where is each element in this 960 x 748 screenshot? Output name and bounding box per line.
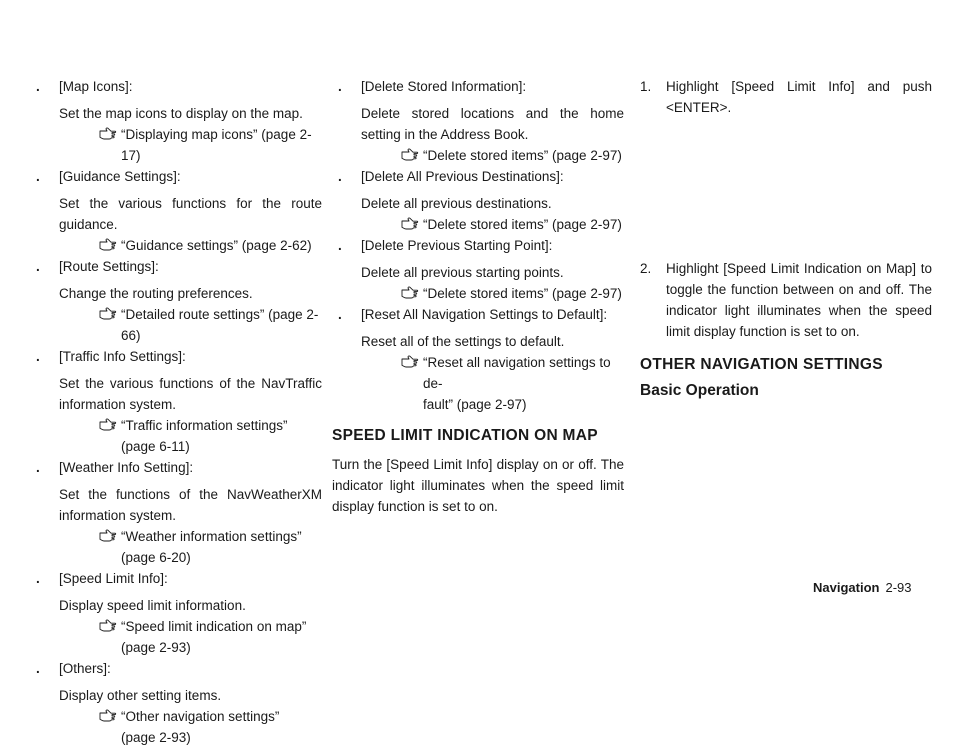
pointing-hand-icon bbox=[99, 709, 117, 722]
bullet: . bbox=[36, 169, 40, 184]
list-item bbox=[332, 76, 624, 166]
bullet: . bbox=[338, 79, 342, 94]
bullet: . bbox=[338, 307, 342, 322]
reference-title: “Other navigation settings” bbox=[121, 709, 280, 724]
reference-page: (page 6-20) bbox=[121, 550, 191, 565]
reference-page: (page 2-93) bbox=[121, 640, 191, 655]
section-heading: OTHER NAVIGATION SETTINGS bbox=[640, 356, 883, 373]
item-label: [Speed Limit Info]: bbox=[59, 571, 168, 586]
list-item bbox=[30, 457, 322, 568]
item-label: [Weather Info Setting]: bbox=[59, 460, 194, 475]
pointing-hand-icon bbox=[99, 418, 117, 431]
item-label: [Guidance Settings]: bbox=[59, 169, 181, 184]
list-item bbox=[30, 568, 322, 658]
bullet: . bbox=[36, 259, 40, 274]
column-middle bbox=[332, 76, 624, 517]
cross-reference bbox=[361, 145, 624, 166]
cross-reference bbox=[59, 235, 322, 256]
reference-title: “Delete stored items” (page 2-97) bbox=[423, 217, 622, 232]
bullet: . bbox=[36, 460, 40, 475]
footer-page-number: 2-93 bbox=[885, 580, 912, 595]
bullet: . bbox=[36, 349, 40, 364]
step-text: Highlight [Speed Limit Info] and push <ENTER>. bbox=[666, 79, 932, 115]
pointing-hand-icon bbox=[99, 529, 117, 542]
cross-reference bbox=[59, 124, 322, 166]
reference-title: “Delete stored items” (page 2-97) bbox=[423, 286, 622, 301]
bullet: . bbox=[36, 661, 40, 676]
step-2 bbox=[640, 258, 932, 342]
footer-section: Navigation bbox=[813, 580, 880, 595]
item-label: [Reset All Navigation Settings to Default]: bbox=[361, 307, 608, 322]
cross-reference bbox=[59, 415, 322, 457]
item-label: [Map Icons]: bbox=[59, 79, 133, 94]
item-description: Set the various functions for the route guidance. bbox=[59, 196, 322, 232]
pointing-hand-icon bbox=[99, 127, 117, 140]
list-item bbox=[30, 166, 322, 256]
item-label: [Delete Previous Starting Point]: bbox=[361, 238, 553, 253]
cross-reference bbox=[59, 526, 322, 568]
pointing-hand-icon bbox=[401, 355, 419, 368]
list-item bbox=[30, 256, 322, 346]
pointing-hand-icon bbox=[401, 286, 419, 299]
page-footer bbox=[813, 577, 912, 598]
cross-reference bbox=[361, 283, 624, 304]
cross-reference bbox=[59, 706, 322, 748]
item-description: Set the map icons to display on the map. bbox=[59, 106, 303, 121]
step-number: 1. bbox=[640, 79, 652, 94]
bullet: . bbox=[36, 571, 40, 586]
pointing-hand-icon bbox=[99, 307, 117, 320]
column-left bbox=[30, 76, 322, 748]
section-heading: SPEED LIMIT INDICATION ON MAP bbox=[332, 427, 598, 444]
item-label: [Route Settings]: bbox=[59, 259, 159, 274]
list-item bbox=[332, 304, 624, 415]
list-item bbox=[332, 166, 624, 235]
subsection-heading: Basic Operation bbox=[640, 382, 759, 399]
pointing-hand-icon bbox=[99, 619, 117, 632]
item-description: Delete all previous starting points. bbox=[361, 265, 564, 280]
reference-page: (page 2-93) bbox=[121, 730, 191, 745]
item-description: Set the various functions of the NavTraffic information system. bbox=[59, 376, 322, 412]
item-description: Set the functions of the NavWeatherXM information system. bbox=[59, 487, 322, 523]
reference-page: (page 6-11) bbox=[121, 439, 190, 454]
item-description: Change the routing preferences. bbox=[59, 286, 253, 301]
item-description: Display other setting items. bbox=[59, 688, 222, 703]
list-item bbox=[30, 346, 322, 457]
pointing-hand-icon bbox=[401, 217, 419, 230]
item-description: Reset all of the settings to default. bbox=[361, 334, 565, 349]
step-text: Highlight [Speed Limit Indication on Map] to toggle the function between on and off. The indicator light illuminates when the speed limit display function is set to on. bbox=[666, 261, 932, 339]
reference-title: “Delete stored items” (page 2-97) bbox=[423, 148, 622, 163]
reference-title: “Reset all navigation settings to de- bbox=[423, 355, 611, 391]
reference-title: “Detailed route settings” (page 2-66) bbox=[121, 307, 319, 343]
cross-reference bbox=[361, 352, 624, 415]
reference-page: fault” (page 2-97) bbox=[423, 397, 527, 412]
section-paragraph: Turn the [Speed Limit Info] display on or off. The indicator light illuminates when the speed limit display function is set to on. bbox=[332, 457, 624, 514]
reference-title: “Traffic information settings” bbox=[121, 418, 288, 433]
cross-reference bbox=[361, 214, 624, 235]
pointing-hand-icon bbox=[401, 148, 419, 161]
cross-reference bbox=[59, 616, 322, 658]
item-description: Delete all previous destinations. bbox=[361, 196, 552, 211]
bullet: . bbox=[338, 238, 342, 253]
cross-reference bbox=[59, 304, 322, 346]
item-label: [Delete All Previous Destinations]: bbox=[361, 169, 564, 184]
item-description: Delete stored locations and the home setting in the Address Book. bbox=[361, 106, 624, 142]
reference-title: “Speed limit indication on map” bbox=[121, 619, 307, 634]
list-item bbox=[30, 658, 322, 748]
item-description: Display speed limit information. bbox=[59, 598, 246, 613]
reference-title: “Weather information settings” bbox=[121, 529, 302, 544]
step-number: 2. bbox=[640, 261, 652, 276]
item-label: [Others]: bbox=[59, 661, 111, 676]
pointing-hand-icon bbox=[99, 238, 117, 251]
item-label: [Traffic Info Settings]: bbox=[59, 349, 186, 364]
column-right bbox=[640, 76, 932, 401]
bullet: . bbox=[338, 169, 342, 184]
bullet: . bbox=[36, 79, 40, 94]
list-item bbox=[30, 76, 322, 166]
step-1 bbox=[640, 76, 932, 118]
item-label: [Delete Stored Information]: bbox=[361, 79, 527, 94]
reference-title: “Guidance settings” (page 2-62) bbox=[121, 238, 312, 253]
list-item bbox=[332, 235, 624, 304]
reference-title: “Displaying map icons” (page 2-17) bbox=[121, 127, 312, 163]
